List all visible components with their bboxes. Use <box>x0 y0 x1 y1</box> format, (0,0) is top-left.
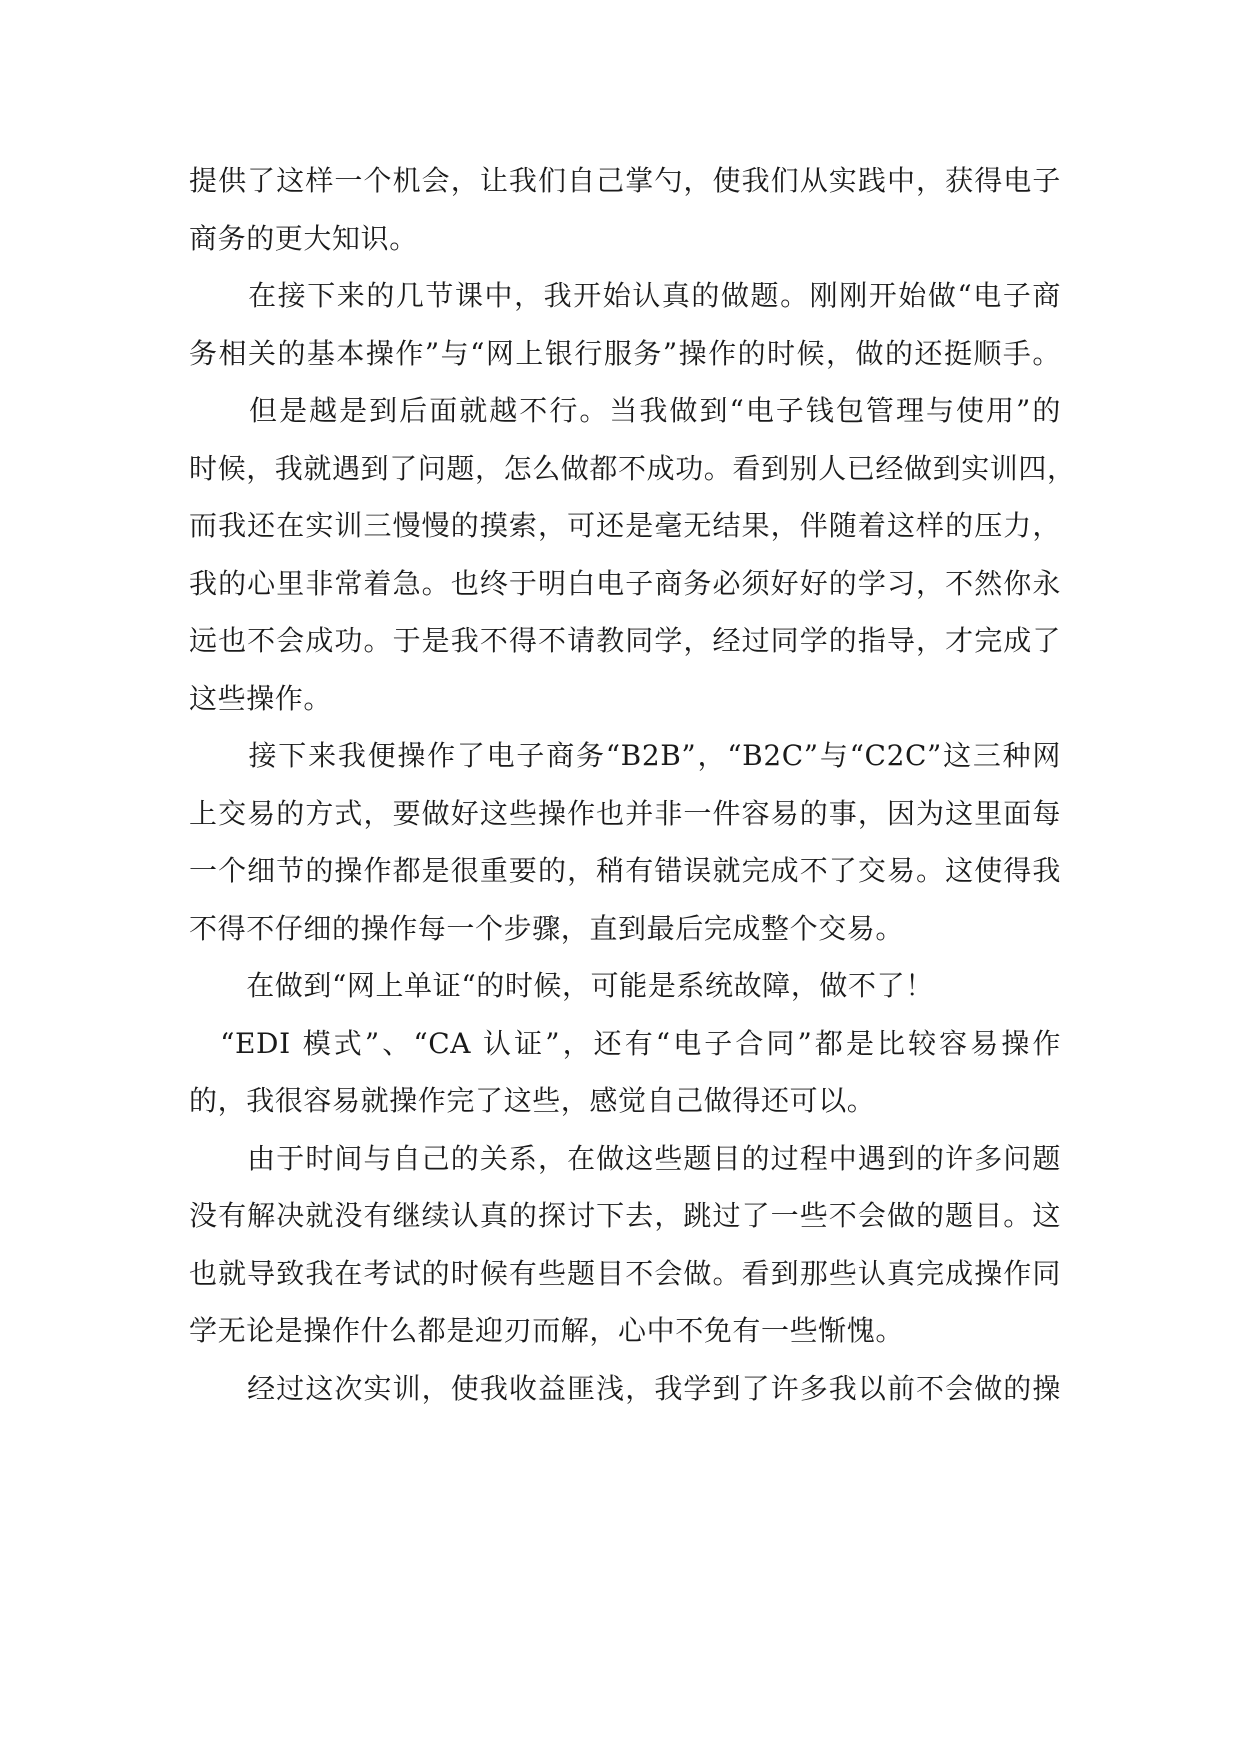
text-line: 但是越是到后面就越不行。当我做到“电子钱包管理与使用”的 <box>189 394 1061 427</box>
text-line: 在做到“网上单证“的时候，可能是系统故障，做不了！ <box>189 969 934 1002</box>
text-line: “EDI 模式”、“CA 认证”，还有“电子合同”都是比较容易操作 <box>189 1026 1061 1060</box>
text-line: 不得不仔细的操作每一个步骤，直到最后完成整个交易。 <box>189 911 905 945</box>
text-line: 经过这次实训，使我收益匪浅，我学到了许多我以前不会做的操 <box>189 1371 1061 1405</box>
text-line: 接下来我便操作了电子商务“B2B”，“B2C”与“C2C”这三种网 <box>189 739 1061 772</box>
text-line: 没有解决就没有继续认真的探讨下去，跳过了一些不会做的题目。这 <box>189 1199 1061 1232</box>
text-line: 在接下来的几节课中，我开始认真的做题。刚刚开始做“电子商 <box>189 279 1061 312</box>
text-line: 而我还在实训三慢慢的摸索，可还是毫无结果，伴随着这样的压力， <box>189 509 1061 542</box>
text-line: 学无论是操作什么都是迎刃而解，心中不免有一些惭愧。 <box>189 1314 905 1347</box>
text-line: 时候，我就遇到了问题，怎么做都不成功。看到别人已经做到实训四， <box>189 451 1076 485</box>
text-line: 由于时间与自己的关系，在做这些题目的过程中遇到的许多问题 <box>189 1141 1061 1175</box>
text-line: 远也不会成功。于是我不得不请教同学，经过同学的指导，才完成了 <box>189 624 1061 657</box>
text-line: 务相关的基本操作”与“网上银行服务”操作的时候，做的还挺顺手。 <box>189 336 1061 370</box>
document-body <box>189 152 1076 1417</box>
text-line: 一个细节的操作都是很重要的，稍有错误就完成不了交易。这使得我 <box>189 854 1061 887</box>
text-line: 的，我很容易就操作完了这些，感觉自己做得还可以。 <box>189 1084 876 1117</box>
text-line: 商务的更大知识。 <box>189 221 418 255</box>
text-line: 也就导致我在考试的时候有些题目不会做。看到那些认真完成操作同 <box>189 1256 1061 1290</box>
text-line: 我的心里非常着急。也终于明白电子商务必须好好的学习，不然你永 <box>189 566 1061 600</box>
text-line: 上交易的方式，要做好这些操作也并非一件容易的事，因为这里面每 <box>189 796 1061 830</box>
text-line: 这些操作。 <box>189 681 333 715</box>
text-line: 提供了这样一个机会，让我们自己掌勺，使我们从实践中，获得电子 <box>189 164 1061 197</box>
